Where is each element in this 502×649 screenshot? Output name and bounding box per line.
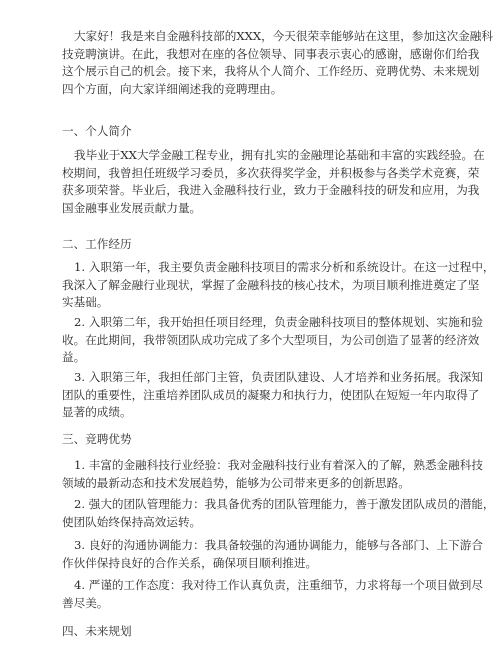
paragraph-line: 作伙伴保持良好的合作关系，确保项目顺利推进。 (62, 555, 318, 570)
section-heading-future-plans: 四、未来规划 (62, 624, 132, 638)
intro-line: 这个展示自己的机会。接下来，我将从个人简介、工作经历、竞聘优势、未来规划 (62, 64, 480, 79)
experience-item-1 (62, 259, 495, 312)
advantage-item-2 (62, 496, 495, 531)
paragraph-line: 团队的重要性，注重培养团队成员的凝聚力和执行力，使团队在短短一年内取得了 (62, 387, 480, 402)
advantage-item-4 (62, 577, 483, 612)
intro-line: 四个方面，向大家详细阐述我的竞聘理由。 (62, 81, 283, 96)
paragraph-line: 2. 入职第二年，我开始担任项目经理，负责金融科技项目的整体规划、实施和验 (74, 315, 483, 329)
profile-paragraph (62, 147, 485, 217)
paragraph-line: 校期间，我曾担任班级学习委员，多次获得奖学金，并积极参与各类学术竞赛，荣 (62, 165, 480, 180)
paragraph-line: 实基础。 (62, 295, 109, 310)
paragraph-line: 国金融事业发展贡献力量。 (62, 200, 202, 215)
advantage-item-3 (62, 537, 483, 572)
section-heading-advantages: 三、竞聘优势 (62, 432, 132, 446)
paragraph-line: 2. 强大的团队管理能力：我具备优秀的团队管理能力，善于激发团队成员的潜能， (74, 497, 495, 511)
paragraph-line: 1. 丰富的金融科技行业经验：我对金融科技行业有着深入的了解，熟悉金融科技 (74, 458, 483, 472)
section-heading-experience: 二、工作经历 (62, 237, 132, 251)
intro-line: 技竞聘演讲。在此，我想对在座的各位领导、同事表示衷心的感谢，感谢你们给我 (62, 46, 480, 61)
paragraph-line: 益。 (62, 350, 86, 365)
experience-item-2 (62, 314, 483, 367)
paragraph-line: 善尽美。 (62, 595, 109, 610)
paragraph-line: 3. 良好的沟通协调能力：我具备较强的沟通协调能力，能够与各部门、上下游合 (74, 538, 483, 552)
paragraph-line: 收。在此期间，我带领团队成功完成了多个大型项目，为公司创造了显著的经济效 (62, 332, 480, 347)
experience-item-3 (62, 369, 483, 422)
paragraph-line: 4. 严谨的工作态度：我对待工作认真负责，注重细节，力求将每一个项目做到尽 (74, 578, 483, 592)
paragraph-line: 获多项荣誉。毕业后，我进入金融科技行业，致力于金融科技的研发和应用，为我 (62, 183, 480, 198)
section-heading-profile: 一、个人简介 (62, 124, 132, 138)
paragraph-line: 我毕业于XX大学金融工程专业，拥有扎实的金融理论基础和丰富的实践经验。在 (74, 148, 485, 162)
paragraph-line: 领域的最新动态和技术发展趋势，能够为公司带来更多的创新思路。 (62, 475, 410, 490)
paragraph-line: 显著的成绩。 (62, 405, 132, 420)
paragraph-line: 我深入了解金融行业现状，掌握了金融科技的核心技术，为项目顺利推进奠定了坚 (62, 277, 480, 292)
paragraph-line: 使团队始终保持高效运转。 (62, 514, 202, 529)
intro-line: 大家好！我是来自金融科技部的XXX，今天很荣幸能够站在这里，参加这次金融科 (74, 29, 493, 43)
paragraph-line: 3. 入职第三年，我担任部门主管，负责团队建设、人才培养和业务拓展。我深知 (74, 370, 483, 384)
paragraph-line: 1. 入职第一年，我主要负责金融科技项目的需求分析和系统设计。在这一过程中， (74, 260, 495, 274)
intro-paragraph (62, 28, 493, 98)
advantage-item-1 (62, 457, 483, 492)
